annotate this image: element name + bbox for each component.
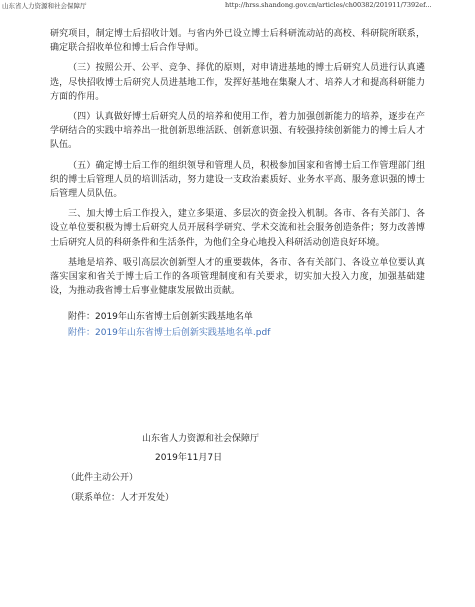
signature-date: 2019年11月7日: [155, 453, 223, 463]
paragraph-closing: 基地是培养、吸引高层次创新型人才的重要载体，各市、各有关部门、各设立单位要认真落实国家和省关于博士后工作的各项管理制度和有关要求，切实加大投入力度，加强基础建设，为推动我省博士后事业健康发展做出贡献。: [50, 257, 425, 297]
paragraph-item-3: （三）按照公开、公平、竞争、择优的原则，对申请进基地的博士后研究人员进行认真遴选，尽快招收博士后研究人员进基地工作，发挥好基地在集聚人才、培养人才和提高科研能力方面的作用。: [50, 63, 425, 102]
attachment-label: 附件：2019年山东省博士后创新实践基地名单: [68, 312, 253, 323]
paragraph-section-3: 三、加大博士后工作投入，建立多渠道、多层次的资金投入机制。各市、各有关部门、各设立单位要积极为博士后研究人员开展科学研究、学术交流和社会服务创造条件；努力改善博士后研究人员的科研条件和生活条件，为他们全身心地投入科研活动创造良好环境。: [50, 209, 425, 248]
print-header: [0, 0, 475, 12]
paragraph-item-5: （五）确定博士后工作的组织领导和管理人员，积极参加国家和省博士后工作管理部门组织的博士后管理人员的培训活动，努力建设一支政治素质好、业务水平高、服务意识强的博士后管理人员队伍。: [50, 160, 425, 200]
paragraph-item-4: （四）认真做好博士后研究人员的培养和使用工作，着力加强创新能力的培养，逐步在产学研结合的实践中培养出一批创新思维活跃、创新意识强、有较强持续创新能力的博士后人才队伍。: [50, 112, 425, 151]
print-header-url: http://hrss.shandong.gov.cn/articles/ch00382/201911/7392ef...: [225, 1, 432, 9]
publicity-note: （此件主动公开）: [66, 473, 139, 483]
article-body: [50, 27, 425, 340]
signature-org: 山东省人力资源和社会保障厅: [142, 434, 260, 444]
contact-unit: （联系单位：人才开发处）: [66, 493, 175, 503]
print-header-site: 山东省人力资源和社会保障厅: [2, 2, 87, 10]
attachment-link[interactable]: 附件：2019年山东省博士后创新实践基地名单.pdf: [68, 328, 271, 339]
paragraph-continued: 研究项目，制定博士后招收计划。与省内外已设立博士后科研流动站的高校、科研院所联系，确定联合招收单位和博士后合作导师。: [50, 29, 425, 54]
